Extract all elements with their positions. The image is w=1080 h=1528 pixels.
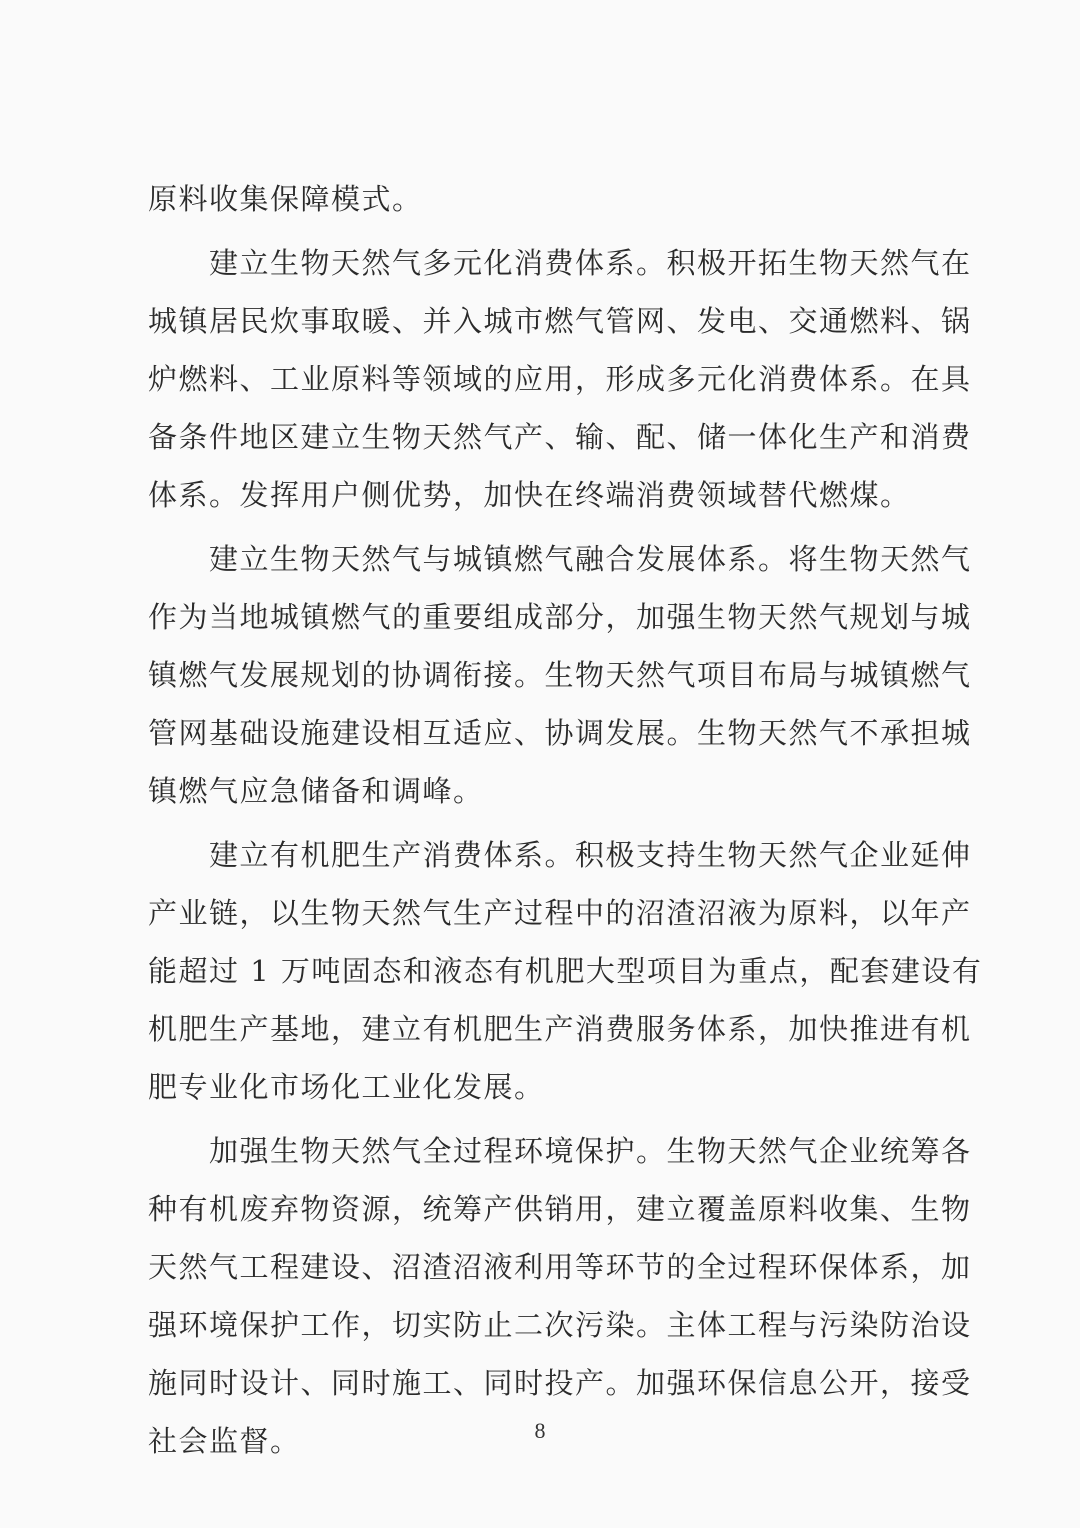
paragraph-line: 镇燃气发展规划的协调衔接。生物天然气项目布局与城镇燃气	[148, 658, 972, 692]
paragraph-line: 天然气工程建设、沼渣沼液利用等环节的全过程环保体系，加	[148, 1250, 972, 1284]
paragraph-line: 体系。发挥用户侧优势，加快在终端消费领域替代燃煤。	[148, 478, 911, 512]
paragraph-line: 建立有机肥生产消费体系。积极支持生物天然气企业延伸	[148, 838, 972, 872]
paragraph-line: 加强生物天然气全过程环境保护。生物天然气企业统筹各	[148, 1134, 972, 1168]
page-number: 8	[534, 1418, 546, 1443]
paragraph-line: 施同时设计、同时施工、同时投产。加强环保信息公开，接受	[148, 1366, 972, 1400]
paragraph-line: 原料收集保障模式。	[148, 182, 423, 216]
paragraph-line: 建立生物天然气与城镇燃气融合发展体系。将生物天然气	[148, 542, 972, 576]
paragraph-line: 建立生物天然气多元化消费体系。积极开拓生物天然气在	[148, 246, 972, 280]
paragraph-line: 能超过 1 万吨固态和液态有机肥大型项目为重点，配套建设有	[148, 954, 983, 988]
body-text	[148, 170, 983, 1470]
paragraph-line: 管网基础设施建设相互适应、协调发展。生物天然气不承担城	[148, 716, 972, 750]
paragraph-line: 社会监督。	[148, 1424, 301, 1458]
paragraph-line: 作为当地城镇燃气的重要组成部分，加强生物天然气规划与城	[148, 600, 972, 634]
paragraph-line: 机肥生产基地，建立有机肥生产消费服务体系，加快推进有机	[148, 1012, 972, 1046]
paragraph-line: 备条件地区建立生物天然气产、输、配、储一体化生产和消费	[148, 420, 972, 454]
paragraph-line: 产业链，以生物天然气生产过程中的沼渣沼液为原料，以年产	[148, 896, 972, 930]
paragraph-line: 种有机废弃物资源，统筹产供销用，建立覆盖原料收集、生物	[148, 1192, 972, 1226]
paragraph-line: 炉燃料、工业原料等领域的应用，形成多元化消费体系。在具	[148, 362, 972, 396]
paragraph-line: 强环境保护工作，切实防止二次污染。主体工程与污染防治设	[148, 1308, 972, 1342]
paragraph-line: 城镇居民炊事取暖、并入城市燃气管网、发电、交通燃料、锅	[148, 304, 972, 338]
paragraph-line: 镇燃气应急储备和调峰。	[148, 774, 484, 808]
paragraph-line: 肥专业化市场化工业化发展。	[148, 1070, 545, 1104]
